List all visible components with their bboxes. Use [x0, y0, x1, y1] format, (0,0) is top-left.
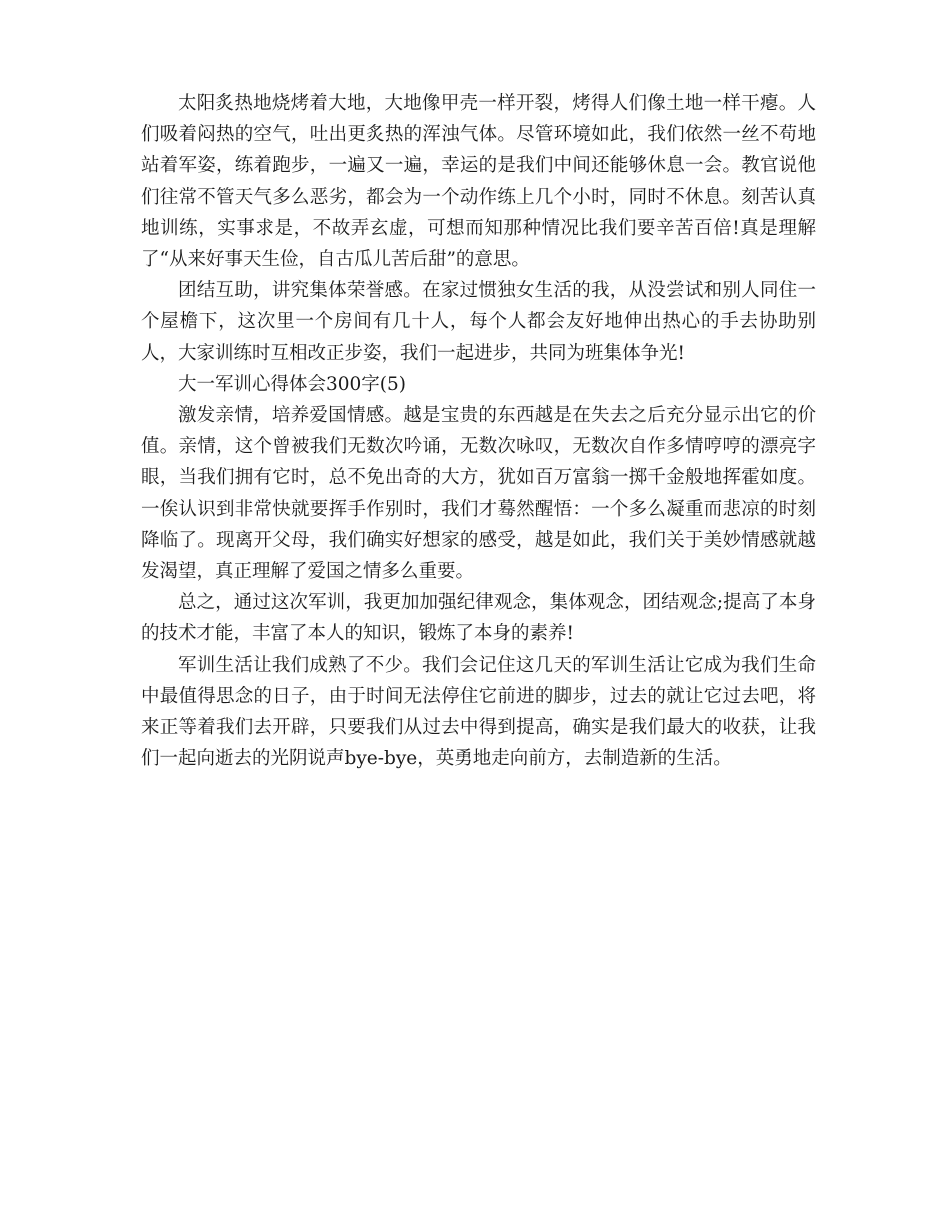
paragraph-family-patriotism: 激发亲情，培养爱国情感。越是宝贵的东西越是在失去之后充分显示出它的价值。亲情，这个曾被我们无数次吟诵，无数次咏叹，无数次自作多情哼哼的漂亮字眼，当我们拥有它时，总不免出奇的大方，犹如百万富翁一掷千金般地挥霍如度。一俟认识到非常快就要挥手作别时，我们才蓦然醒悟：一个多么凝重而悲凉的时刻降临了。现离开父母，我们确实好想家的感受，越是如此，我们关于美妙情感就越发渴望，真正理解了爱国之情多么重要。: [141, 405, 816, 583]
paragraph-conclusion: 军训生活让我们成熟了不少。我们会记住这几天的军训生活让它成为我们生命中最值得思念的日子，由于时间无法停住它前进的脚步，过去的就让它过去吧，将来正等着我们去开辟，只要我们从过去中得到提高，确实是我们最大的收获，让我们一起向逝去的光阴说声bye-bye，英勇地走向前方，去制造新的生活。: [141, 654, 816, 770]
paragraph-teamwork: 团结互助，讲究集体荣誉感。在家过惯独女生活的我，从没尝试和别人同住一个屋檐下，这次里一个房间有几十人，每个人都会友好地伸出热心的手去协助别人，大家训练时互相改正步姿，我们一起进步，共同为班集体争光!: [141, 280, 816, 364]
paragraph-summary: 总之，通过这次军训，我更加加强纪律观念，集体观念，团结观念;提高了本身的技术才能，丰富了本人的知识，锻炼了本身的素养!: [141, 592, 816, 645]
section-heading: 大一军训心得体会300字(5): [178, 373, 407, 395]
paragraph-heat-training: 太阳炙热地烧烤着大地，大地像甲壳一样开裂，烤得人们像土地一样干瘪。人们吸着闷热的空气，吐出更炙热的浑浊气体。尽管环境如此，我们依然一丝不苟地站着军姿，练着跑步，一遍又一遍，幸运的是我们中间还能够休息一会。教官说他们往常不管天气多么恶劣，都会为一个动作练上几个小时，同时不休息。刻苦认真地训练，实事求是，不故弄玄虚，可想而知那种情况比我们要辛苦百倍!真是理解了“从来好事天生俭，自古瓜儿苦后甜”的意思。: [141, 93, 816, 271]
document-body: [141, 88, 816, 774]
